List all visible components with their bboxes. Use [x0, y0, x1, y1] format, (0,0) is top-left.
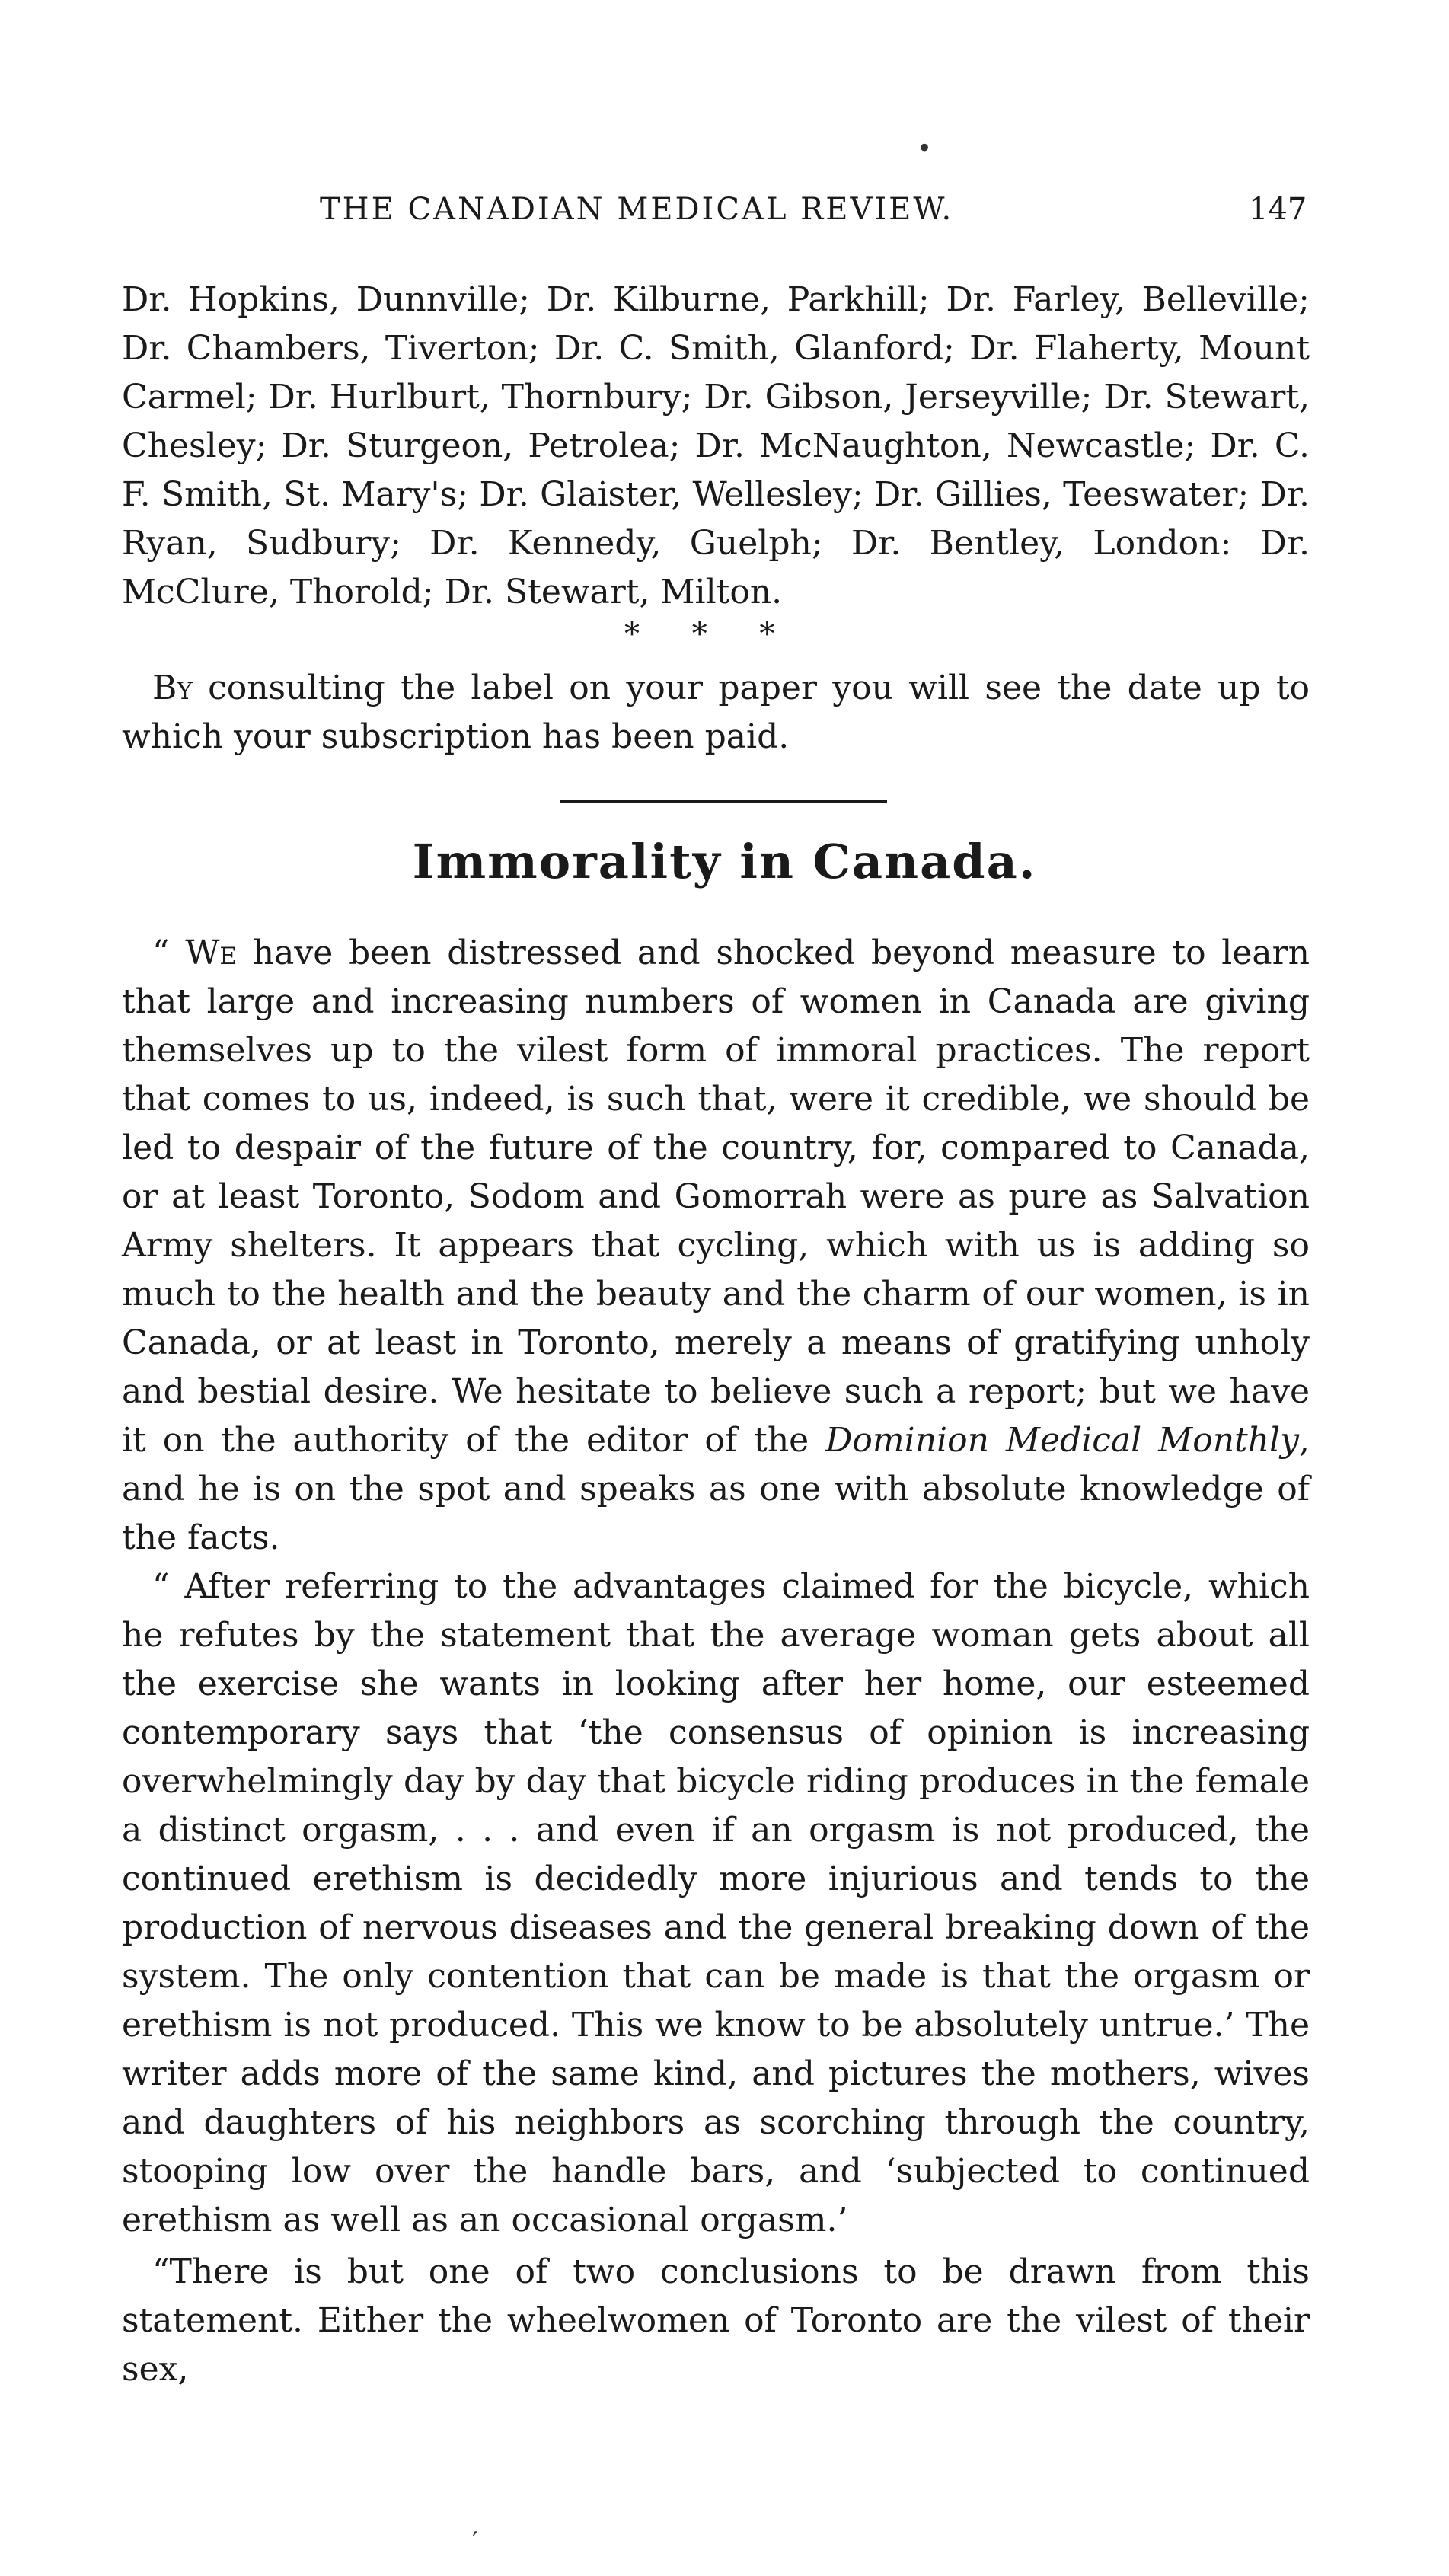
- section-separator-asterisks: * * *: [624, 617, 796, 652]
- notice-text: consulting the label on your paper you will see the date up to which your subscription has been paid.: [122, 669, 1310, 756]
- article-paragraph-2: “ After referring to the advantages claimed for the bicycle, which he refutes by the statement that the average woman gets about all the exercise she wants in looking after her home, our esteemed contemporary says that ‘the consensus of opinion is increasing overwhelmingly day by day that bicycle riding produces in the female a distinct orgasm, . . . and even if an orgasm is not produced, the continued erethism is decidedly more injurious and tends to the production of nervous diseases and the general breaking down of the system. The only contention that can be made is that the orgasm or erethism is not produced. This we know to be absolutely untrue.’ The writer adds more of the same kind, and pictures the mothers, wives and daughters of his neighbors as scorching through the country, stooping low over the handle bars, and ‘subjected to continued erethism as well as an occasional orgasm.’: [122, 1567, 1310, 2239]
- paragraph-1-text-a: have been distressed and shocked beyond measure to learn that large and increasing numbers of women in Canada are giving themselves up to the vilest form of immoral practices. The report that comes to us, indeed, is such that, were it credible, we should be led to despair of the future of the country, for, compared to Canada, or at least Toronto, Sodom and Gomorrah were as pure as Salvation Army shelters. It appears that cycling, which with us is adding so much to the health and the beauty and the charm of our women, is in Canada, or at least in Toronto, merely a means of gratifying unholy and bestial desire. We hesitate to believe such a report; but we have it on the authority of the editor of the: [122, 934, 1310, 1460]
- article-paragraph-1: [122, 929, 1310, 1563]
- print-speck-mark-bottom: ′: [472, 2527, 478, 2557]
- paragraph-1-text-b: , and he is on the spot and speaks as one with absolute knowledge of the facts.: [122, 1421, 1310, 1557]
- subscription-notice: [122, 664, 1310, 761]
- paragraph-1-lead-word: We: [185, 934, 238, 972]
- running-header-title: THE CANADIAN MEDICAL REVIEW.: [320, 192, 954, 227]
- journal-title-italic: Dominion Medical Monthly: [825, 1421, 1299, 1460]
- page-number: 147: [1249, 192, 1307, 227]
- intro-paragraph: Dr. Hopkins, Dunnville; Dr. Kilburne, Parkhill; Dr. Farley, Belleville; Dr. Chambers, Tiverton; Dr. C. Smith, Glanford; Dr. Flaherty, Mount Carmel; Dr. Hurlburt, Thornbury; Dr. Gibson, Jerseyville; Dr. Stewart, Chesley; Dr. Sturgeon, Petrolea; Dr. McNaughton, Newcastle; Dr. C. F. Smith, St. Mary's; Dr. Glaister, Wellesley; Dr. Gillies, Teeswater; Dr. Ryan, Sudbury; Dr. Kennedy, Guelph; Dr. Bentley, London: Dr. McClure, Thorold; Dr. Stewart, Milton.: [122, 280, 1310, 611]
- opening-quote: “: [152, 934, 186, 972]
- print-speck-mark: •: [917, 133, 933, 164]
- notice-lead-word: By: [152, 669, 193, 707]
- section-divider-rule: [560, 800, 887, 803]
- article-title: Immorality in Canada.: [412, 834, 1037, 889]
- article-paragraph-3: “There is but one of two conclusions to be drawn from this statement. Either the wheelwomen of Toronto are the vilest of their sex,: [122, 2252, 1310, 2389]
